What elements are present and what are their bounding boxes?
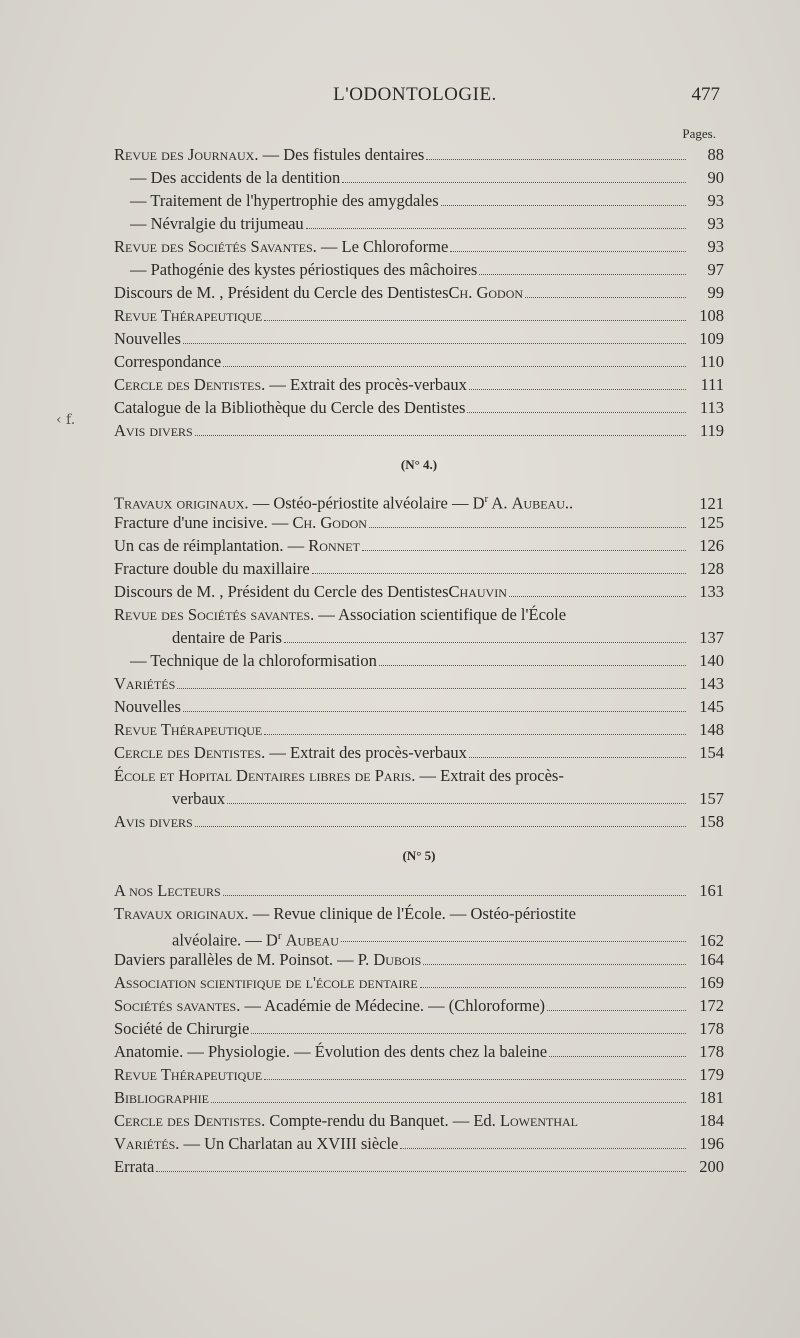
toc-entry — [114, 235, 724, 258]
page-ref: 109 — [699, 329, 724, 348]
dot-leader — [223, 895, 686, 896]
toc-entry — [114, 925, 724, 948]
toc-entry — [114, 373, 724, 396]
entry-text: Fracture double du maxillaire — [114, 559, 310, 578]
page-ref: 169 — [699, 973, 724, 992]
toc-entry — [114, 672, 724, 695]
entry-text: Nouvelles — [114, 697, 181, 716]
entry-text: — Revue clinique de l'École. — Ostéo-périostite — [248, 904, 576, 923]
issue-heading: (N° 5) — [402, 848, 436, 863]
dot-leader — [251, 1033, 686, 1034]
dot-leader — [227, 803, 686, 804]
page-ref: 145 — [699, 697, 724, 716]
dot-leader — [469, 389, 686, 390]
toc-entry — [114, 557, 724, 580]
author-name: Aubeau — [285, 930, 339, 950]
page-ref: 178 — [699, 1019, 724, 1038]
page-ref: 97 — [707, 260, 724, 279]
toc-entry — [114, 1017, 724, 1040]
toc-entry — [114, 1132, 724, 1155]
toc-entry-title — [114, 879, 221, 902]
dot-leader — [341, 941, 686, 942]
toc-entry — [114, 1155, 724, 1178]
toc-entry — [114, 1063, 724, 1086]
page-ref: 93 — [707, 214, 724, 233]
toc-entry-title — [114, 1109, 578, 1132]
page-ref: 113 — [699, 398, 724, 417]
toc-entry — [114, 649, 724, 672]
page-ref: 178 — [699, 1042, 724, 1061]
entry-text: Anatomie. — Physiologie. — Évolution des dents chez la baleine — [114, 1042, 548, 1061]
page-ref: 181 — [699, 1088, 724, 1107]
superscript: r — [277, 930, 282, 942]
toc-entry — [114, 258, 724, 281]
author-name: Ch. Godon — [448, 283, 524, 302]
dot-leader — [420, 987, 686, 988]
toc-entry-title — [114, 396, 465, 419]
toc-entry — [114, 741, 724, 764]
entry-text: — Un Charlatan au XVIII siècle — [179, 1134, 399, 1153]
toc-entry-title — [114, 1017, 249, 1040]
page-ref: 88 — [707, 145, 724, 164]
page-ref: 93 — [707, 237, 724, 256]
pages-column-label: Pages. — [682, 126, 716, 141]
toc-entry-title — [114, 810, 193, 833]
section-name: Variétés. — [114, 1134, 180, 1153]
entry-text: — Des fistules dentaires — [258, 145, 425, 164]
entry-text: alvéolaire. — D — [172, 930, 278, 950]
toc-entry-title — [114, 534, 360, 557]
toc-entry-title — [114, 672, 175, 695]
toc-entry-title — [114, 189, 439, 212]
toc-entry — [114, 603, 724, 626]
entry-text: , Président du Cercle des Dentistes — [219, 283, 449, 302]
page-ref: 179 — [699, 1065, 724, 1084]
toc-entry — [114, 718, 724, 741]
entry-text: Nouvelles — [114, 329, 181, 348]
page-ref: 119 — [699, 421, 724, 440]
toc-entry — [114, 971, 724, 994]
dot-leader — [467, 412, 686, 413]
toc-entry-title — [114, 350, 221, 373]
toc-entry-title — [114, 948, 421, 971]
toc-entry-title — [114, 971, 418, 994]
page-ref: 196 — [699, 1134, 724, 1153]
dot-leader — [441, 205, 686, 206]
toc-entry-title — [114, 143, 424, 166]
dot-leader — [525, 297, 686, 298]
page-ref: 164 — [699, 950, 724, 969]
dot-leader — [264, 1079, 686, 1080]
toc-entry — [114, 304, 724, 327]
section-name: Revue Thérapeutique — [114, 720, 263, 739]
running-head — [110, 84, 720, 108]
dot-leader — [177, 688, 686, 689]
entry-text: Catalogue de la Bibliothèque du Cercle des Dentistes — [114, 398, 466, 417]
page-ref: 158 — [699, 812, 724, 831]
entry-text: .. — [564, 493, 574, 513]
page-ref: 93 — [707, 191, 724, 210]
page-ref: 161 — [699, 881, 724, 900]
section-name: Revue des Sociétés Savantes. — [114, 237, 317, 256]
section-name: Travaux originaux. — [114, 493, 249, 513]
toc-entry — [114, 396, 724, 419]
author-name: Ch. Godon — [292, 513, 367, 532]
page-ref: 128 — [699, 559, 724, 578]
dot-leader — [156, 1171, 686, 1172]
toc-entry — [114, 787, 724, 810]
page-title: L'ODONTOLOGIE. — [333, 84, 497, 105]
entry-text: — Ostéo-périostite alvéolaire — D — [248, 493, 485, 513]
toc-entry-title — [114, 741, 467, 764]
toc-entry — [114, 212, 724, 235]
toc-entry — [114, 1040, 724, 1063]
section-name: Bibliographie — [114, 1088, 209, 1107]
page-ref: 133 — [699, 582, 724, 601]
section-name: A nos Lecteurs — [114, 881, 221, 900]
toc-entry — [114, 488, 724, 511]
dot-leader — [312, 573, 686, 574]
toc-entry-title — [114, 511, 367, 534]
toc-entry — [114, 350, 724, 373]
entry-text: Discours de M. — [114, 582, 220, 601]
toc-entry-title — [114, 166, 340, 189]
page-ref: 90 — [707, 168, 724, 187]
page-ref: 162 — [699, 930, 724, 950]
toc-entry-title — [114, 281, 523, 304]
section-name: Revue Thérapeutique — [114, 1065, 263, 1084]
dot-leader — [306, 228, 686, 229]
page-ref: 140 — [699, 651, 724, 670]
entry-text: Compte-rendu du Banquet. — Ed. — [265, 1111, 500, 1130]
section-name: Avis divers — [114, 812, 193, 831]
toc-entry — [114, 1086, 724, 1109]
toc-entry — [114, 948, 724, 971]
dot-leader — [223, 366, 686, 367]
entry-text: Errata — [114, 1157, 155, 1176]
page-ref: 125 — [699, 513, 724, 532]
dot-leader — [479, 274, 686, 275]
dot-leader — [264, 734, 686, 735]
issue-heading: (N° 4.) — [400, 457, 438, 472]
section-name: Cercle des Dentistes. — [114, 1111, 266, 1130]
entry-text: Fracture d'une incisive. — — [114, 513, 293, 532]
entry-text: — Des accidents de la dentition — [130, 168, 341, 187]
page-ref: 172 — [699, 996, 724, 1015]
dot-leader — [426, 159, 686, 160]
page-ref: 99 — [707, 283, 724, 302]
toc-entry — [114, 1109, 724, 1132]
entry-text: — Extrait des procès- — [415, 766, 564, 785]
section-name: Travaux originaux. — [114, 904, 249, 923]
entry-text: , Président du Cercle des Dentistes — [219, 582, 449, 601]
toc-entry — [114, 764, 724, 787]
dot-leader — [195, 435, 686, 436]
author-name: Dubois — [373, 950, 422, 969]
section-name: Sociétés savantes. — [114, 996, 241, 1015]
toc-entry — [114, 879, 724, 902]
page-ref: 108 — [699, 306, 724, 325]
toc-entry — [114, 327, 724, 350]
page-ref: 143 — [699, 674, 724, 693]
section-name: Cercle des Dentistes. — [114, 375, 266, 394]
dot-leader — [469, 757, 686, 758]
section-name: Cercle des Dentistes. — [114, 743, 266, 762]
page-ref: 154 — [699, 743, 724, 762]
page-ref: 110 — [699, 352, 724, 371]
section-name: École et Hopital Dentaires libres de Paris. — [114, 766, 416, 785]
superscript: r — [484, 493, 489, 505]
page-ref: 137 — [699, 628, 724, 647]
toc-entry-title — [114, 603, 566, 626]
author-name: Chauvin — [448, 582, 507, 601]
page-ref: 184 — [699, 1111, 724, 1130]
section-name: Variétés — [114, 674, 176, 693]
page-ref: 200 — [699, 1157, 724, 1176]
entry-text: A. — [488, 493, 512, 513]
page-ref: 111 — [700, 375, 724, 394]
toc-entry-title — [114, 235, 448, 258]
toc-entry — [114, 902, 724, 925]
dot-leader — [379, 665, 686, 666]
toc-entry — [114, 994, 724, 1017]
entry-text: — Académie de Médecine. — (Chloroforme) — [240, 996, 546, 1015]
entry-text: Un cas de réimplantation. — — [114, 536, 309, 555]
page-number: 477 — [691, 84, 720, 105]
author-name: Aubeau — [511, 493, 565, 513]
toc-entry-title — [114, 902, 576, 925]
entry-text: — Extrait des procès-verbaux — [265, 743, 467, 762]
toc-entry-title — [114, 373, 467, 396]
toc-entry — [114, 143, 724, 166]
toc-entry — [114, 419, 724, 442]
entry-text: — Traitement de l'hypertrophie des amygdales — [130, 191, 439, 210]
toc-entry-title — [114, 1132, 398, 1155]
page-ref: 126 — [699, 536, 724, 555]
section-name: Revue Thérapeutique — [114, 306, 263, 325]
table-of-contents — [114, 143, 724, 1178]
entry-text: Daviers parallèles de M. Poinsot. — P. — [114, 950, 374, 969]
toc-entry — [114, 695, 724, 718]
toc-entry-title — [114, 327, 181, 350]
toc-entry-title — [114, 649, 377, 672]
entry-text: — Technique de la chloroformisation — [130, 651, 377, 670]
section-name: Revue des Journaux. — [114, 145, 259, 164]
toc-entry-title — [114, 1155, 154, 1178]
toc-entry — [114, 580, 724, 603]
toc-entry-title — [114, 787, 225, 810]
author-name: Lowenthal — [499, 1111, 578, 1130]
dot-leader — [423, 964, 686, 965]
dot-leader — [362, 550, 686, 551]
entry-text: — Névralgie du trijumeau — [130, 214, 304, 233]
entry-text: — Association scientifique de l'École — [314, 605, 567, 624]
toc-entry-title — [114, 580, 507, 603]
margin-annotation: ‹ f. — [56, 412, 76, 428]
toc-entry-title — [114, 1063, 262, 1086]
toc-entry — [114, 281, 724, 304]
entry-text: — Pathogénie des kystes périostiques des mâchoires — [130, 260, 478, 279]
toc-entry-title — [114, 1086, 209, 1109]
dot-leader — [195, 826, 686, 827]
toc-entry-title — [114, 557, 310, 580]
dot-leader — [549, 1056, 686, 1057]
toc-entry-title — [114, 626, 282, 649]
dot-leader — [509, 596, 686, 597]
dot-leader — [183, 343, 686, 344]
toc-entry — [114, 189, 724, 212]
section-name: Avis divers — [114, 421, 193, 440]
toc-entry — [114, 534, 724, 557]
toc-entry-title — [114, 419, 193, 442]
toc-entry-title — [114, 258, 477, 281]
toc-entry-title — [114, 1040, 547, 1063]
dot-leader — [284, 642, 686, 643]
page-ref: 121 — [699, 493, 724, 513]
toc-entry-title — [114, 718, 262, 741]
toc-entry-title — [114, 695, 181, 718]
dot-leader — [264, 320, 686, 321]
page-ref: 157 — [699, 789, 724, 808]
toc-entry-title — [114, 212, 304, 235]
section-name: Association scientifique de l'école dentaire — [114, 973, 418, 992]
entry-text: Correspondance — [114, 352, 222, 371]
toc-entry-title — [114, 764, 564, 787]
dot-leader — [183, 711, 686, 712]
dot-leader — [400, 1148, 686, 1149]
entry-text: dentaire de Paris — [172, 628, 282, 647]
dot-leader — [342, 182, 686, 183]
toc-entry-title — [114, 994, 545, 1017]
dot-leader — [211, 1102, 686, 1103]
page-ref: 148 — [699, 720, 724, 739]
toc-entry — [114, 166, 724, 189]
dot-leader — [547, 1010, 686, 1011]
toc-entry — [114, 810, 724, 833]
entry-text: Discours de M. — [114, 283, 220, 302]
section-name: Revue des Sociétés savantes. — [114, 605, 315, 624]
toc-entry-title — [114, 304, 262, 327]
entry-text: — Extrait des procès-verbaux — [265, 375, 467, 394]
entry-text: Société de Chirurgie — [114, 1019, 250, 1038]
entry-text: — Le Chloroforme — [316, 237, 449, 256]
dot-leader — [450, 251, 686, 252]
entry-text: verbaux — [172, 789, 226, 808]
author-name: Ronnet — [308, 536, 360, 555]
toc-entry — [114, 626, 724, 649]
dot-leader — [369, 527, 686, 528]
